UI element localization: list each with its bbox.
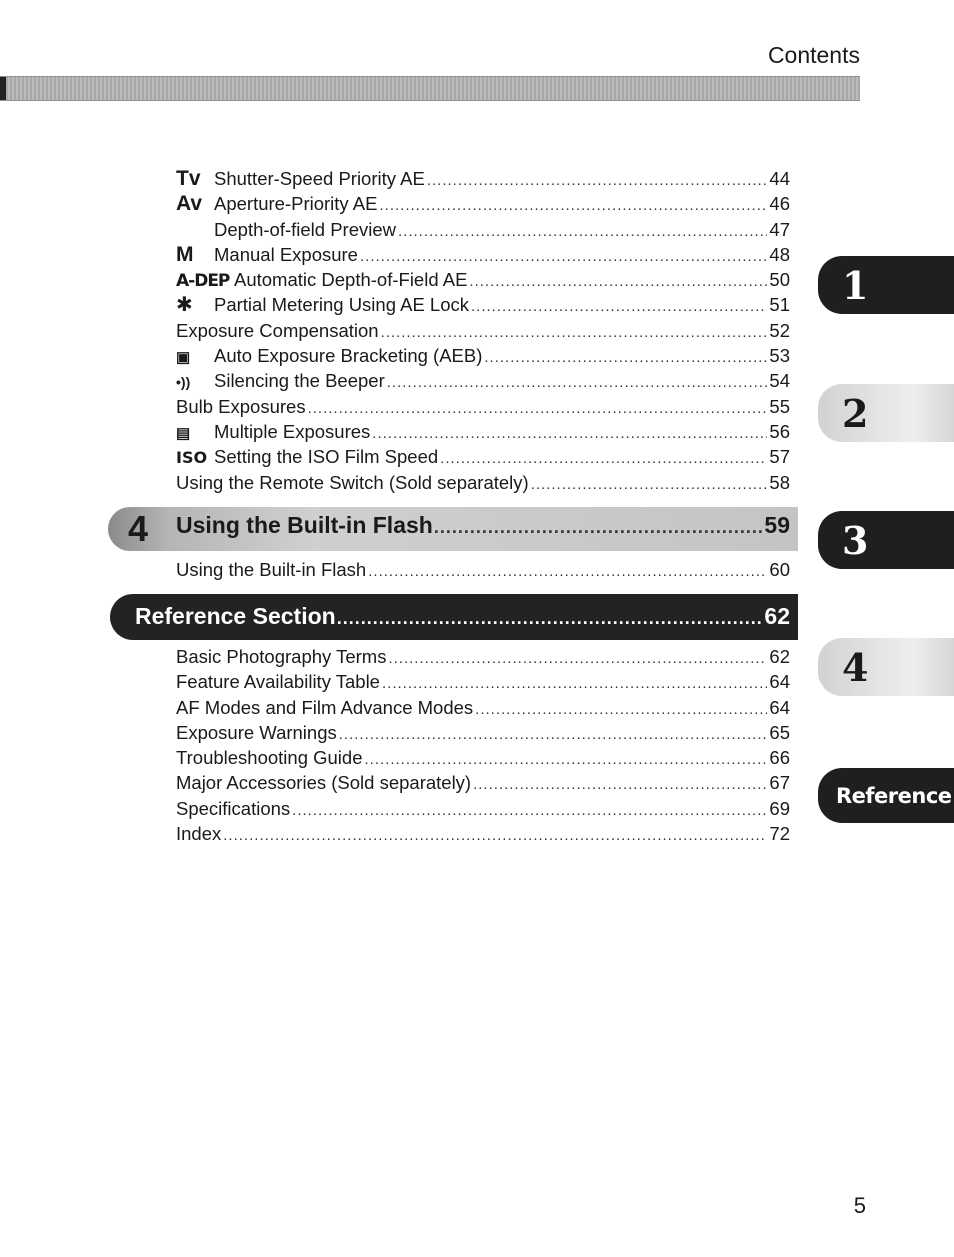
toc-entry-beeper[interactable] [176,368,790,393]
toc-entry-index[interactable] [176,821,790,846]
toc-entry-page: 52 [769,319,790,341]
toc-entry-label: Troubleshooting Guide [176,747,363,769]
toc-entry-page: 50 [769,269,790,291]
section-title: Using the Built-in Flash [176,512,433,538]
dot-leader [382,671,767,696]
manual-mode-icon: M [176,242,194,266]
toc-entry-dof-preview[interactable] [176,217,790,242]
dot-leader [427,168,768,193]
toc-entry-label: Shutter-Speed Priority AE [214,168,425,189]
toc-entry-page: 64 [769,696,790,718]
toc-entry-troubleshooting[interactable] [176,745,790,770]
adep-mode-icon: A-DEP [176,271,230,292]
section-title: Reference Section [135,603,336,629]
iso-icon: ISO [176,448,208,468]
toc-entry-label: Automatic Depth-of-Field AE [234,269,468,291]
chapter-tab-label: 4 [842,644,869,690]
toc-entry-label: Partial Metering Using AE Lock [214,294,470,316]
toc-entry-manual[interactable] [176,242,790,267]
toc-entry-af-modes[interactable] [176,695,790,720]
toc-entry-shutter-speed[interactable] [176,166,790,191]
beeper-icon: •)) [176,374,191,391]
chapter-tab-3[interactable] [818,511,954,569]
toc-entry-iso[interactable] [176,444,790,469]
toc-entry-label: Index [176,823,222,845]
dot-leader [531,472,768,497]
dot-leader [388,646,767,671]
dot-leader [379,193,767,218]
dot-leader [387,370,768,395]
toc-entry-label: Silencing the Beeper [214,370,385,392]
toc-entry-page: 48 [769,243,790,265]
toc-entry-exposure-compensation[interactable] [176,318,790,343]
toc-entry-page: 46 [769,193,790,215]
chapter-tab-1[interactable] [818,256,954,314]
dot-leader [223,823,767,848]
toc-list-upper [176,166,790,495]
chapter-tab-label: 2 [842,390,869,436]
section-heading-reference[interactable] [110,594,798,640]
toc-entry-page: 64 [769,671,790,693]
toc-entry-label: Exposure Warnings [176,721,337,743]
aeb-icon: ▣ [176,349,191,367]
toc-entry-partial-metering[interactable] [176,292,790,317]
av-mode-icon: Av [176,192,203,216]
section-heading-flash[interactable] [108,507,798,551]
dot-leader [368,559,767,584]
dot-leader [469,269,767,294]
dot-leader [475,697,767,722]
toc-entry-label: Setting the ISO Film Speed [214,446,439,468]
toc-entry-feature-table[interactable] [176,669,790,694]
dot-leader [360,244,767,269]
toc-entry-label: Aperture-Priority AE [214,193,378,215]
toc-entry-label: Depth-of-field Preview [214,218,396,240]
toc-entry-page: 60 [769,559,790,580]
header-bar [0,76,860,101]
toc-entry-page: 51 [769,294,790,316]
toc-entry-page: 66 [769,747,790,769]
dot-leader [372,421,767,446]
dot-leader [440,446,767,471]
toc-entry-photo-terms[interactable] [176,644,790,669]
chapter-tab-label: Reference [836,783,952,808]
dot-leader [381,320,768,345]
toc-entry-remote-switch[interactable] [176,470,790,495]
toc-entry-label: Auto Exposure Bracketing (AEB) [214,345,483,367]
toc-entry-label: AF Modes and Film Advance Modes [176,696,474,718]
toc-entry-page: 72 [769,823,790,845]
toc-entry-label: Using the Remote Switch (Sold separately) [176,471,529,493]
toc-entry-adep[interactable] [176,267,790,292]
toc-entry-label: Basic Photography Terms [176,646,387,667]
toc-entry-page: 54 [769,370,790,392]
toc-entry-specifications[interactable] [176,796,790,821]
chapter-tab-reference[interactable] [818,768,954,823]
section-number: 4 [127,508,149,549]
toc-entry-page: 67 [769,772,790,794]
toc-entry-page: 53 [769,345,790,367]
multiple-exposure-icon: ▤ [176,424,191,442]
section-page: 62 [764,603,790,629]
ae-lock-icon: ✱ [176,294,193,317]
page-number: 5 [853,1193,866,1218]
dot-leader [339,722,768,747]
toc-entry-page: 56 [769,420,790,442]
toc-entry-page: 69 [769,797,790,819]
toc-entry-page: 62 [769,646,790,667]
section-page: 59 [764,512,790,538]
dot-leader [473,772,767,797]
toc-entry-page: 65 [769,721,790,743]
toc-entry-aperture[interactable] [176,191,790,216]
toc-entry-multiple-exposures[interactable] [176,419,790,444]
toc-entry-label: Bulb Exposures [176,395,306,417]
dot-leader [337,608,764,629]
toc-entry-aeb[interactable] [176,343,790,368]
dot-leader [308,396,768,421]
toc-entry-page: 55 [769,395,790,417]
toc-entry-page: 47 [769,218,790,240]
chapter-tab-2[interactable] [818,384,954,442]
toc-entry-label: Specifications [176,797,291,819]
toc-entry-bulb[interactable] [176,394,790,419]
dot-leader [398,219,767,244]
dot-leader [434,517,764,538]
toc-entry-label: Using the Built-in Flash [176,559,367,580]
toc-entry-label: Major Accessories (Sold separately) [176,772,472,794]
toc-entry-built-in-flash[interactable] [176,557,790,582]
dot-leader [471,294,767,319]
toc-entry-label: Multiple Exposures [214,420,371,442]
toc-list-reference [176,644,790,846]
dot-leader [365,747,768,772]
toc-entry-exposure-warnings[interactable] [176,720,790,745]
tv-mode-icon: Tv [176,167,201,190]
toc-entry-page: 57 [769,446,790,468]
toc-list-flash [176,557,790,582]
chapter-tab-4[interactable] [818,638,954,696]
toc-entry-label: Exposure Compensation [176,319,379,341]
toc-entry-accessories[interactable] [176,770,790,795]
chapter-tab-label: 1 [842,262,869,308]
dot-leader [292,798,767,823]
header-title: Contents [767,42,860,68]
chapter-tab-label: 3 [842,517,869,563]
toc-entry-label: Manual Exposure [214,243,358,265]
toc-entry-label: Feature Availability Table [176,671,380,693]
toc-entry-page: 58 [769,471,790,493]
dot-leader [484,345,767,370]
toc-entry-page: 44 [769,168,790,189]
